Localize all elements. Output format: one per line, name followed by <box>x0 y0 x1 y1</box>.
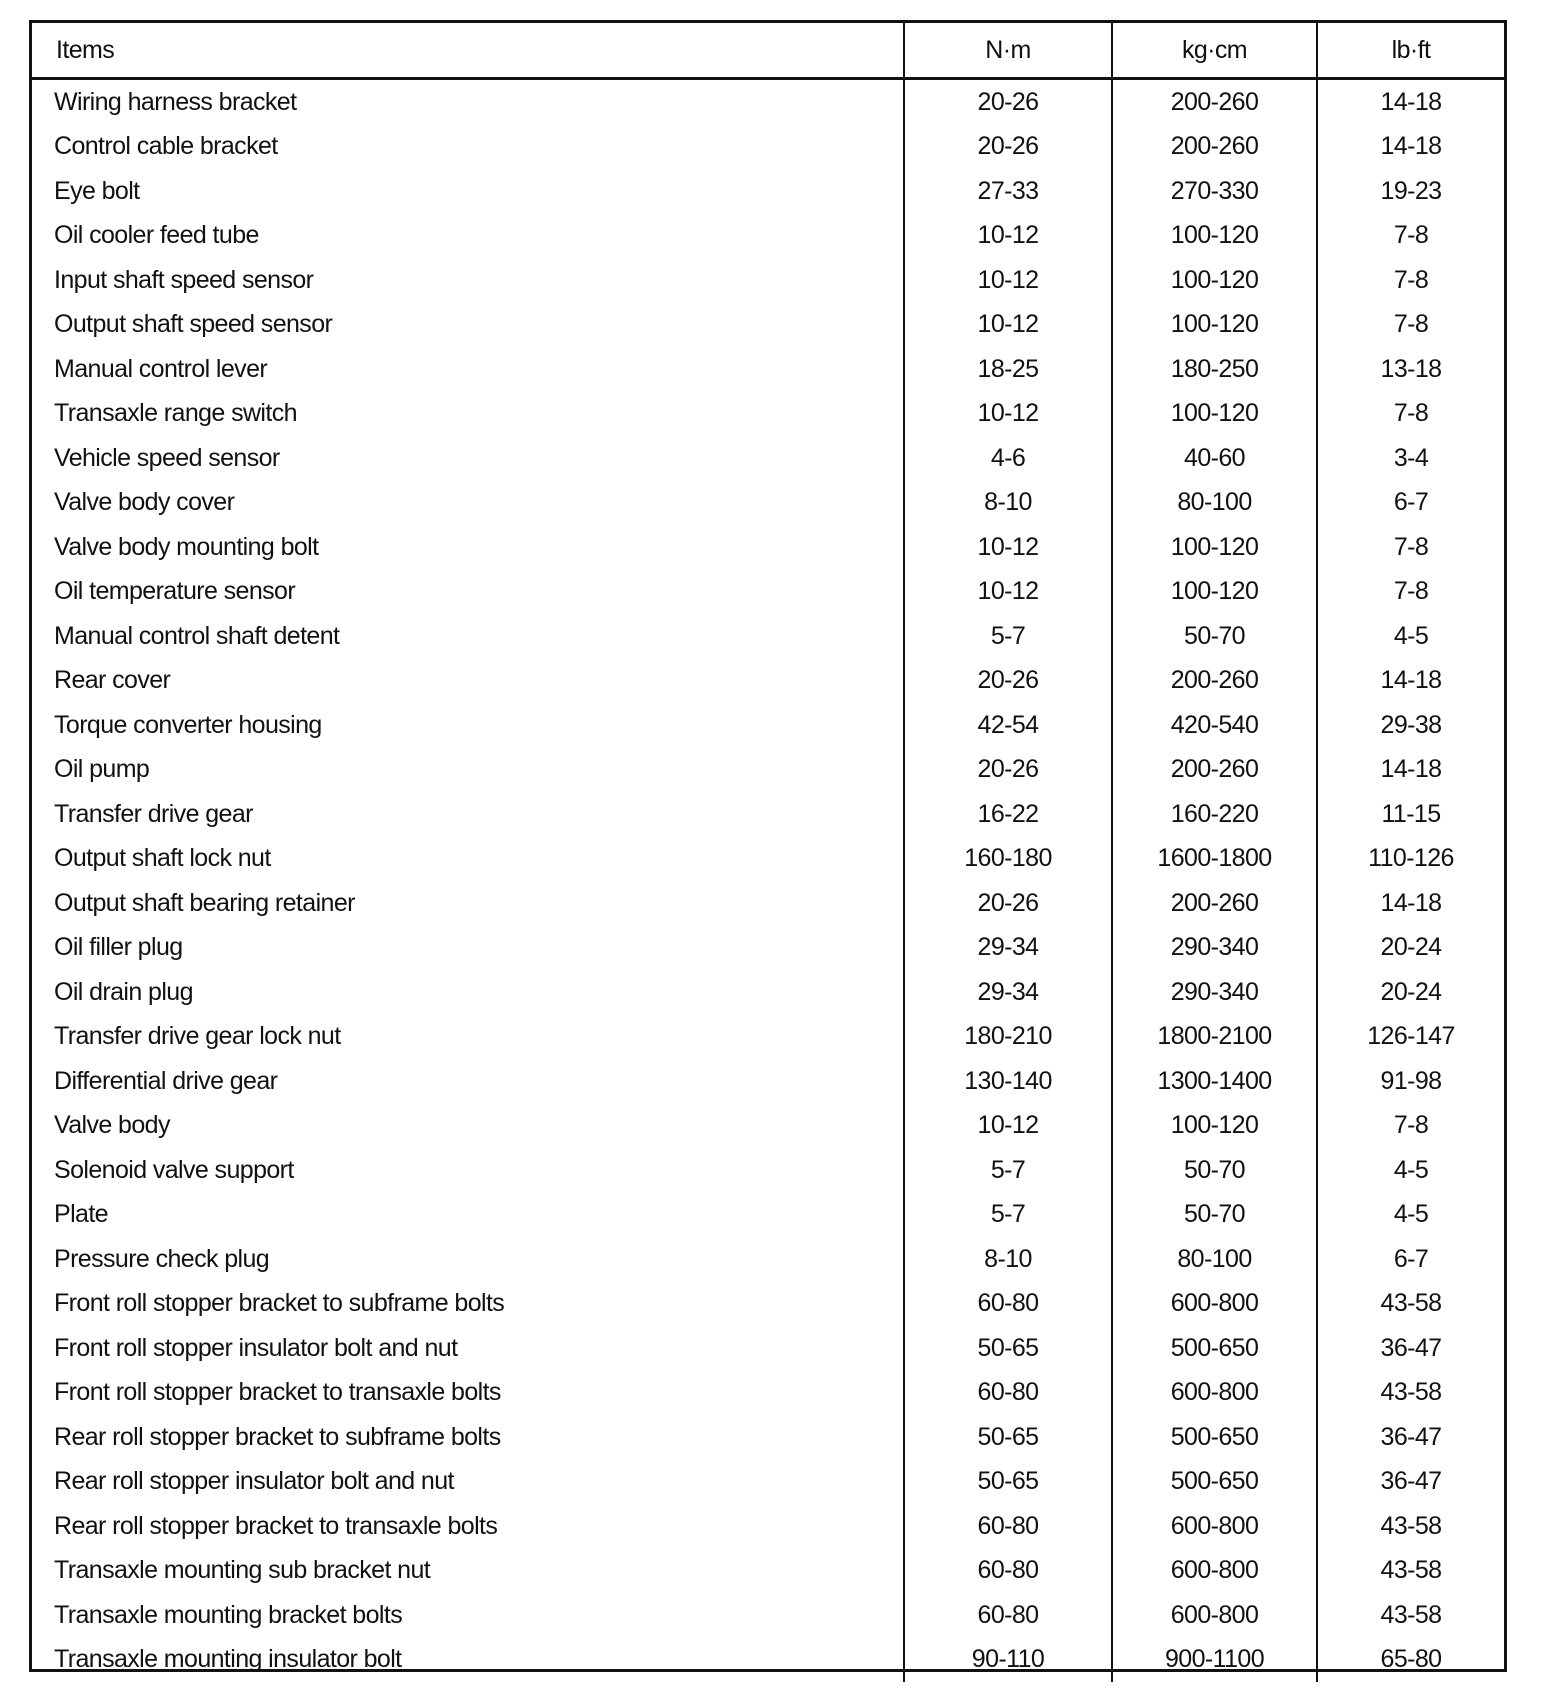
table-row <box>32 792 1504 837</box>
table-row <box>32 926 1504 971</box>
cell-lbft: 126-147 <box>1317 1015 1504 1060</box>
cell-item: Plate <box>54 1200 108 1229</box>
cell-item: Oil temperature sensor <box>54 577 296 606</box>
table-row <box>32 1015 1504 1060</box>
cell-kgcm: 100-120 <box>1112 525 1317 570</box>
cell-lbft: 7-8 <box>1317 214 1504 259</box>
table-row <box>32 1326 1504 1371</box>
cell-item: Solenoid valve support <box>54 1155 294 1184</box>
cell-lbft: 7-8 <box>1317 258 1504 303</box>
cell-lbft: 36-47 <box>1317 1415 1504 1460</box>
cell-item: Rear roll stopper bracket to subframe bolts <box>54 1422 501 1451</box>
table-row <box>32 1059 1504 1104</box>
cell-kgcm: 290-340 <box>1112 970 1317 1015</box>
cell-item: Output shaft speed sensor <box>54 310 333 339</box>
cell-item: Manual control shaft detent <box>54 621 340 650</box>
cell-lbft: 20-24 <box>1317 970 1504 1015</box>
cell-nm: 5-7 <box>904 614 1112 659</box>
table-row <box>32 79 1504 125</box>
cell-item: Oil drain plug <box>54 977 193 1006</box>
table-row <box>32 703 1504 748</box>
cell-nm: 20-26 <box>904 748 1112 793</box>
cell-lbft: 19-23 <box>1317 169 1504 214</box>
table-row <box>32 125 1504 170</box>
cell-nm: 16-22 <box>904 792 1112 837</box>
cell-nm: 60-80 <box>904 1593 1112 1638</box>
table-row <box>32 303 1504 348</box>
cell-nm: 29-34 <box>904 970 1112 1015</box>
cell-nm: 160-180 <box>904 837 1112 882</box>
cell-lbft: 29-38 <box>1317 703 1504 748</box>
table-row <box>32 570 1504 615</box>
cell-item: Valve body <box>54 1111 170 1140</box>
cell-kgcm: 50-70 <box>1112 1148 1317 1193</box>
cell-kgcm: 40-60 <box>1112 436 1317 481</box>
table-row <box>32 1549 1504 1594</box>
cell-item: Front roll stopper bracket to transaxle bolts <box>54 1378 501 1407</box>
cell-nm: 10-12 <box>904 258 1112 303</box>
cell-lbft: 14-18 <box>1317 748 1504 793</box>
cell-kgcm: 600-800 <box>1112 1504 1317 1549</box>
cell-kgcm: 600-800 <box>1112 1549 1317 1594</box>
cell-kgcm: 80-100 <box>1112 481 1317 526</box>
table-row <box>32 1460 1504 1505</box>
cell-kgcm: 1800-2100 <box>1112 1015 1317 1060</box>
header-kgcm: kg·cm <box>1112 23 1317 79</box>
cell-lbft: 13-18 <box>1317 347 1504 392</box>
cell-lbft: 14-18 <box>1317 125 1504 170</box>
cell-nm: 10-12 <box>904 525 1112 570</box>
cell-lbft: 6-7 <box>1317 1237 1504 1282</box>
cell-item: Pressure check plug <box>54 1244 270 1273</box>
cell-item: Input shaft speed sensor <box>54 265 314 294</box>
cell-nm: 18-25 <box>904 347 1112 392</box>
cell-kgcm: 420-540 <box>1112 703 1317 748</box>
table-row <box>32 481 1504 526</box>
table-row <box>32 1638 1504 1683</box>
table-body <box>32 79 1504 1683</box>
cell-nm: 10-12 <box>904 1104 1112 1149</box>
cell-item: Transfer drive gear <box>54 799 253 828</box>
cell-item: Rear cover <box>54 666 171 695</box>
cell-lbft: 14-18 <box>1317 79 1504 125</box>
cell-nm: 10-12 <box>904 392 1112 437</box>
cell-item: Oil cooler feed tube <box>54 221 259 250</box>
cell-kgcm: 200-260 <box>1112 881 1317 926</box>
cell-nm: 29-34 <box>904 926 1112 971</box>
cell-item: Transaxle mounting sub bracket nut <box>54 1556 431 1585</box>
table-row <box>32 1415 1504 1460</box>
cell-lbft: 7-8 <box>1317 525 1504 570</box>
cell-kgcm: 160-220 <box>1112 792 1317 837</box>
cell-nm: 4-6 <box>904 436 1112 481</box>
cell-lbft: 43-58 <box>1317 1504 1504 1549</box>
cell-item: Manual control lever <box>54 354 268 383</box>
cell-lbft: 43-58 <box>1317 1371 1504 1416</box>
cell-nm: 60-80 <box>904 1549 1112 1594</box>
cell-lbft: 36-47 <box>1317 1326 1504 1371</box>
cell-kgcm: 200-260 <box>1112 125 1317 170</box>
table-row <box>32 970 1504 1015</box>
cell-item: Transaxle mounting bracket bolts <box>54 1600 403 1629</box>
cell-lbft: 7-8 <box>1317 392 1504 437</box>
cell-nm: 60-80 <box>904 1371 1112 1416</box>
cell-lbft: 43-58 <box>1317 1282 1504 1327</box>
cell-kgcm: 290-340 <box>1112 926 1317 971</box>
cell-kgcm: 1300-1400 <box>1112 1059 1317 1104</box>
table-row <box>32 881 1504 926</box>
table-row <box>32 525 1504 570</box>
cell-nm: 27-33 <box>904 169 1112 214</box>
cell-item: Oil filler plug <box>54 933 183 962</box>
cell-kgcm: 500-650 <box>1112 1326 1317 1371</box>
cell-lbft: 7-8 <box>1317 303 1504 348</box>
header-nm: N·m <box>904 23 1112 79</box>
cell-item: Transaxle range switch <box>54 399 297 428</box>
cell-lbft: 3-4 <box>1317 436 1504 481</box>
cell-kgcm: 180-250 <box>1112 347 1317 392</box>
cell-item: Front roll stopper insulator bolt and nut <box>54 1333 458 1362</box>
cell-kgcm: 100-120 <box>1112 214 1317 259</box>
cell-nm: 20-26 <box>904 79 1112 125</box>
cell-nm: 10-12 <box>904 214 1112 259</box>
table-row <box>32 1104 1504 1149</box>
table-row <box>32 1193 1504 1238</box>
table-row <box>32 347 1504 392</box>
cell-item: Rear roll stopper insulator bolt and nut <box>54 1467 454 1496</box>
cell-item: Eye bolt <box>54 176 140 205</box>
table-header-row <box>32 23 1504 79</box>
cell-kgcm: 600-800 <box>1112 1282 1317 1327</box>
cell-nm: 20-26 <box>904 659 1112 704</box>
cell-nm: 50-65 <box>904 1326 1112 1371</box>
cell-kgcm: 200-260 <box>1112 79 1317 125</box>
cell-lbft: 65-80 <box>1317 1638 1504 1683</box>
cell-nm: 90-110 <box>904 1638 1112 1683</box>
cell-nm: 10-12 <box>904 570 1112 615</box>
cell-lbft: 43-58 <box>1317 1593 1504 1638</box>
table-row <box>32 436 1504 481</box>
cell-lbft: 7-8 <box>1317 1104 1504 1149</box>
cell-item: Front roll stopper bracket to subframe bolts <box>54 1289 505 1318</box>
cell-nm: 60-80 <box>904 1504 1112 1549</box>
cell-nm: 8-10 <box>904 481 1112 526</box>
table-row <box>32 1504 1504 1549</box>
torque-spec-table-frame <box>29 20 1507 1672</box>
cell-nm: 5-7 <box>904 1193 1112 1238</box>
cell-nm: 50-65 <box>904 1460 1112 1505</box>
cell-nm: 180-210 <box>904 1015 1112 1060</box>
cell-item: Control cable bracket <box>54 132 278 161</box>
cell-nm: 10-12 <box>904 303 1112 348</box>
cell-item: Valve body cover <box>54 488 235 517</box>
cell-kgcm: 100-120 <box>1112 392 1317 437</box>
cell-item: Output shaft lock nut <box>54 844 271 873</box>
header-items: Items <box>32 23 904 79</box>
table-row <box>32 837 1504 882</box>
cell-lbft: 7-8 <box>1317 570 1504 615</box>
cell-kgcm: 1600-1800 <box>1112 837 1317 882</box>
cell-nm: 60-80 <box>904 1282 1112 1327</box>
cell-nm: 130-140 <box>904 1059 1112 1104</box>
cell-kgcm: 50-70 <box>1112 1193 1317 1238</box>
cell-item: Transaxle mounting insulator bolt <box>54 1645 402 1674</box>
cell-kgcm: 100-120 <box>1112 303 1317 348</box>
cell-item: Vehicle speed sensor <box>54 443 280 472</box>
cell-nm: 8-10 <box>904 1237 1112 1282</box>
table-row <box>32 214 1504 259</box>
cell-kgcm: 270-330 <box>1112 169 1317 214</box>
cell-lbft: 4-5 <box>1317 614 1504 659</box>
table-row <box>32 1371 1504 1416</box>
cell-lbft: 11-15 <box>1317 792 1504 837</box>
cell-kgcm: 500-650 <box>1112 1415 1317 1460</box>
cell-kgcm: 200-260 <box>1112 748 1317 793</box>
cell-item: Differential drive gear <box>54 1066 278 1095</box>
table-row <box>32 1237 1504 1282</box>
table-row <box>32 659 1504 704</box>
cell-item: Rear roll stopper bracket to transaxle bolts <box>54 1511 498 1540</box>
table-row <box>32 1148 1504 1193</box>
cell-lbft: 43-58 <box>1317 1549 1504 1594</box>
table-row <box>32 258 1504 303</box>
cell-kgcm: 600-800 <box>1112 1593 1317 1638</box>
cell-item: Torque converter housing <box>54 710 322 739</box>
cell-lbft: 20-24 <box>1317 926 1504 971</box>
cell-item: Output shaft bearing retainer <box>54 888 355 917</box>
cell-item: Oil pump <box>54 755 150 784</box>
cell-kgcm: 80-100 <box>1112 1237 1317 1282</box>
cell-kgcm: 50-70 <box>1112 614 1317 659</box>
cell-nm: 50-65 <box>904 1415 1112 1460</box>
table-row <box>32 392 1504 437</box>
cell-lbft: 6-7 <box>1317 481 1504 526</box>
cell-kgcm: 100-120 <box>1112 258 1317 303</box>
table-row <box>32 169 1504 214</box>
cell-item: Wiring harness bracket <box>54 87 297 116</box>
table-row <box>32 748 1504 793</box>
cell-kgcm: 100-120 <box>1112 570 1317 615</box>
cell-lbft: 36-47 <box>1317 1460 1504 1505</box>
cell-lbft: 91-98 <box>1317 1059 1504 1104</box>
cell-kgcm: 200-260 <box>1112 659 1317 704</box>
cell-kgcm: 600-800 <box>1112 1371 1317 1416</box>
table-row <box>32 614 1504 659</box>
cell-nm: 42-54 <box>904 703 1112 748</box>
table-row <box>32 1282 1504 1327</box>
cell-lbft: 14-18 <box>1317 659 1504 704</box>
cell-kgcm: 900-1100 <box>1112 1638 1317 1683</box>
cell-nm: 5-7 <box>904 1148 1112 1193</box>
cell-item: Transfer drive gear lock nut <box>54 1022 341 1051</box>
table-row <box>32 1593 1504 1638</box>
cell-lbft: 14-18 <box>1317 881 1504 926</box>
cell-nm: 20-26 <box>904 881 1112 926</box>
cell-nm: 20-26 <box>904 125 1112 170</box>
cell-kgcm: 500-650 <box>1112 1460 1317 1505</box>
cell-item: Valve body mounting bolt <box>54 532 319 561</box>
torque-spec-table <box>32 23 1504 1682</box>
cell-lbft: 4-5 <box>1317 1148 1504 1193</box>
header-lbft: lb·ft <box>1317 23 1504 79</box>
cell-lbft: 110-126 <box>1317 837 1504 882</box>
cell-kgcm: 100-120 <box>1112 1104 1317 1149</box>
cell-lbft: 4-5 <box>1317 1193 1504 1238</box>
